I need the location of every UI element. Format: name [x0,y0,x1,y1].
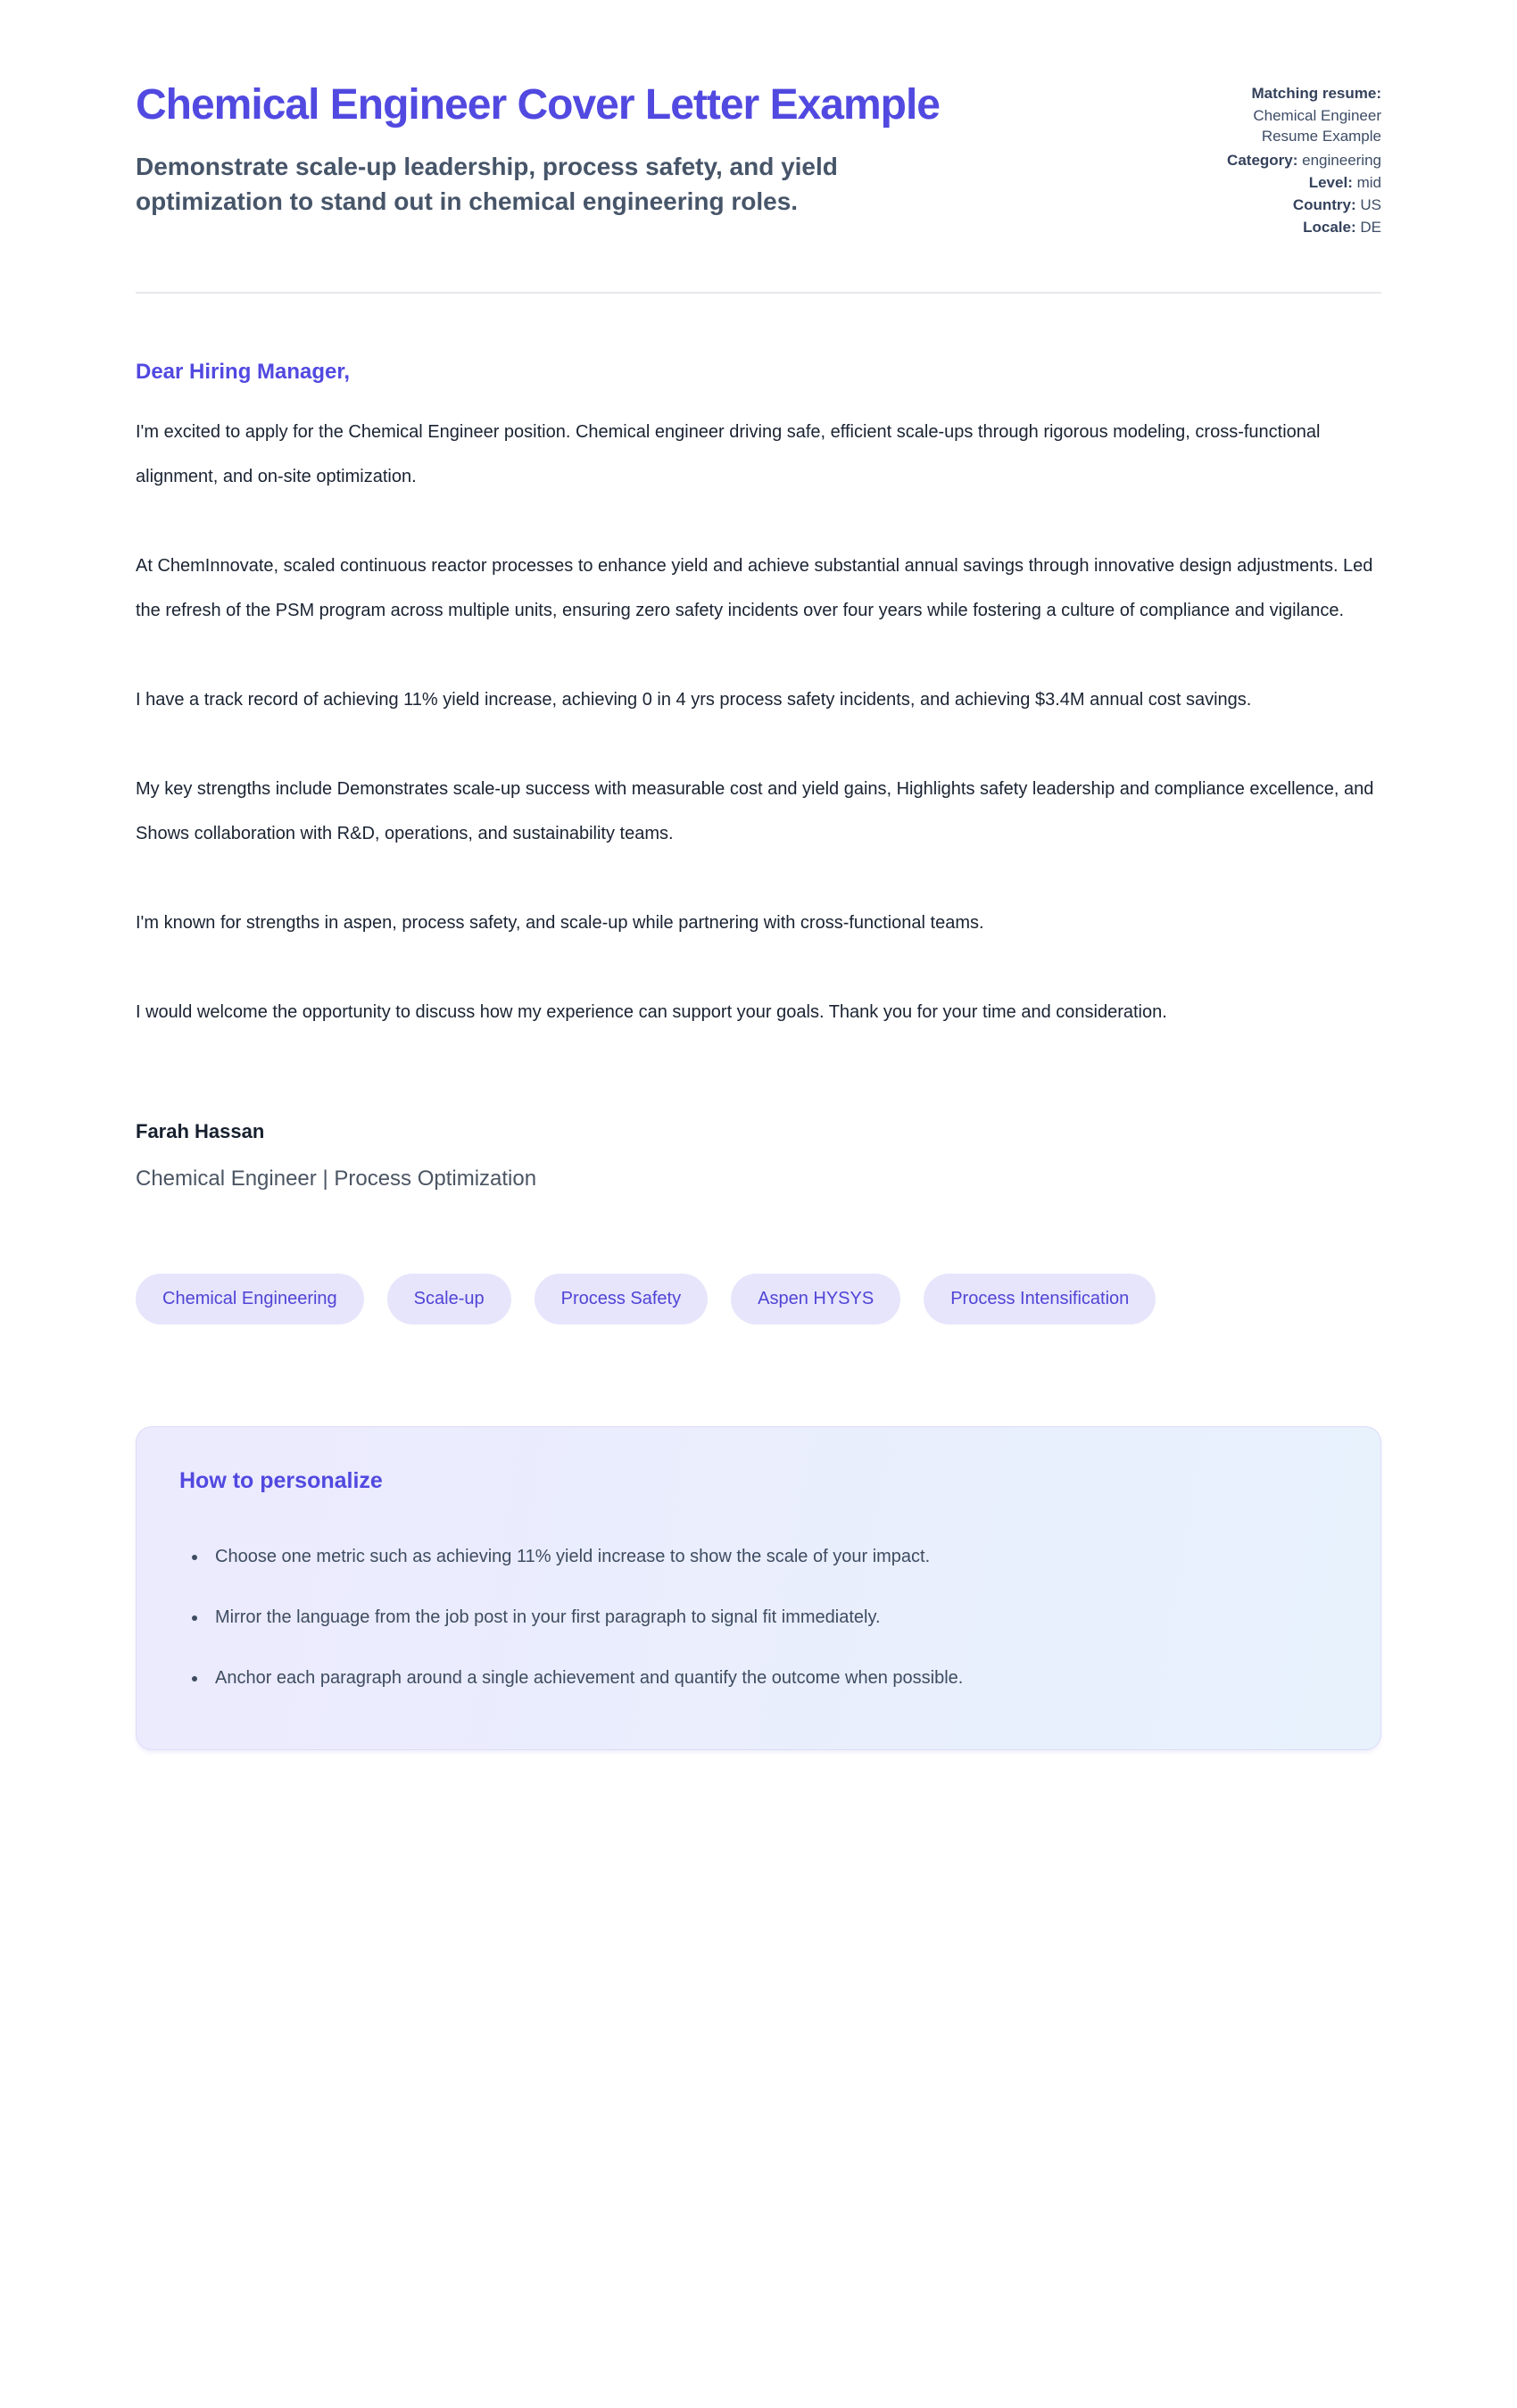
personalize-tip: • Mirror the language from the job post in your first paragraph to signal fit immediately. [208,1594,1338,1640]
letter-paragraph: I'm excited to apply for the Chemical Engineer position. Chemical engineer driving safe, efficient scale-ups through rigorous modeling, cross-functional alignment, and on-site optimization. [136,421,1321,486]
meta-matching-resume-label [1130,84,1381,104]
letter-paragraph: At ChemInnovate, scaled continuous reactor processes to enhance yield and achieve substantial annual savings through innovative design adjustments. Led the refresh of the PSM program across multiple units, ensuring zero safety incidents over four years while fostering a culture of compliance and vigilance. [136,555,1373,620]
meta-label: Level: [1308,173,1353,191]
letter-paragraph: I have a track record of achieving 11% yield increase, achieving 0 in 4 yrs process safety incidents, and achieving $3.4M annual cost savings. [136,689,1252,710]
salutation: Dear Hiring Manager, [136,359,351,384]
meta-value: mid [1356,173,1381,191]
personalize-card-title: How to personalize [179,1467,383,1493]
personalize-tip: • Anchor each paragraph around a single achievement and quantify the outcome when possible. [208,1655,1338,1701]
signature-title: Chemical Engineer | Process Optimization [136,1166,537,1191]
meta-value: engineering [1302,151,1381,169]
meta-category-row [1130,151,1381,171]
signature-name: Farah Hassan [136,1119,265,1142]
personalize-tip-list [179,1533,1338,1701]
tag-chip[interactable]: Chemical Engineering [136,1274,364,1324]
page-title: Chemical Engineer Cover Letter Example [136,81,940,129]
meta-label: Locale: [1303,218,1356,236]
meta-panel [1130,79,1381,240]
tag-list [136,1274,1381,1324]
tag-chip[interactable]: Aspen HYSYS [731,1274,900,1324]
meta-label: Category: [1227,151,1298,169]
letter-paragraph: My key strengths include Demonstrates scale-up success with measurable cost and yield gains, Highlights safety leadership and compliance excellence, and Shows collaboration with R&D, operations, and sustainability teams. [136,778,1374,843]
meta-value: DE [1360,218,1381,236]
letter-paragraphs [136,410,1381,1034]
letter-paragraph: I would welcome the opportunity to discuss how my experience can support your goals. Thank you for your time and consideration. [136,1001,1167,1022]
letter-paragraph: I'm known for strengths in aspen, process safety, and scale-up while partnering with cross-functional teams. [136,912,984,933]
meta-level-row [1130,173,1381,194]
letter-body [136,360,1381,1750]
meta-country-row [1130,195,1381,216]
personalize-card [136,1426,1381,1750]
meta-matching-resume-value: Chemical Engineer Resume Example [1253,106,1381,145]
personalize-tip: • Choose one metric such as achieving 11% yield increase to show the scale of your impact. [208,1533,1338,1580]
meta-value: US [1360,195,1381,213]
tag-chip[interactable]: Process Safety [535,1274,709,1324]
tag-chip[interactable]: Process Intensification [924,1274,1156,1324]
header [136,79,1381,240]
tag-chip[interactable]: Scale-up [387,1274,511,1324]
meta-label: Country: [1292,195,1356,213]
page-subtitle: Demonstrate scale-up leadership, process safety, and yield optimization to stand out in chemical engineering roles. [136,153,838,216]
header-divider [136,292,1381,294]
meta-locale-row [1130,218,1381,238]
meta-label: Matching resume: [1251,85,1381,102]
header-text-block [136,79,940,219]
